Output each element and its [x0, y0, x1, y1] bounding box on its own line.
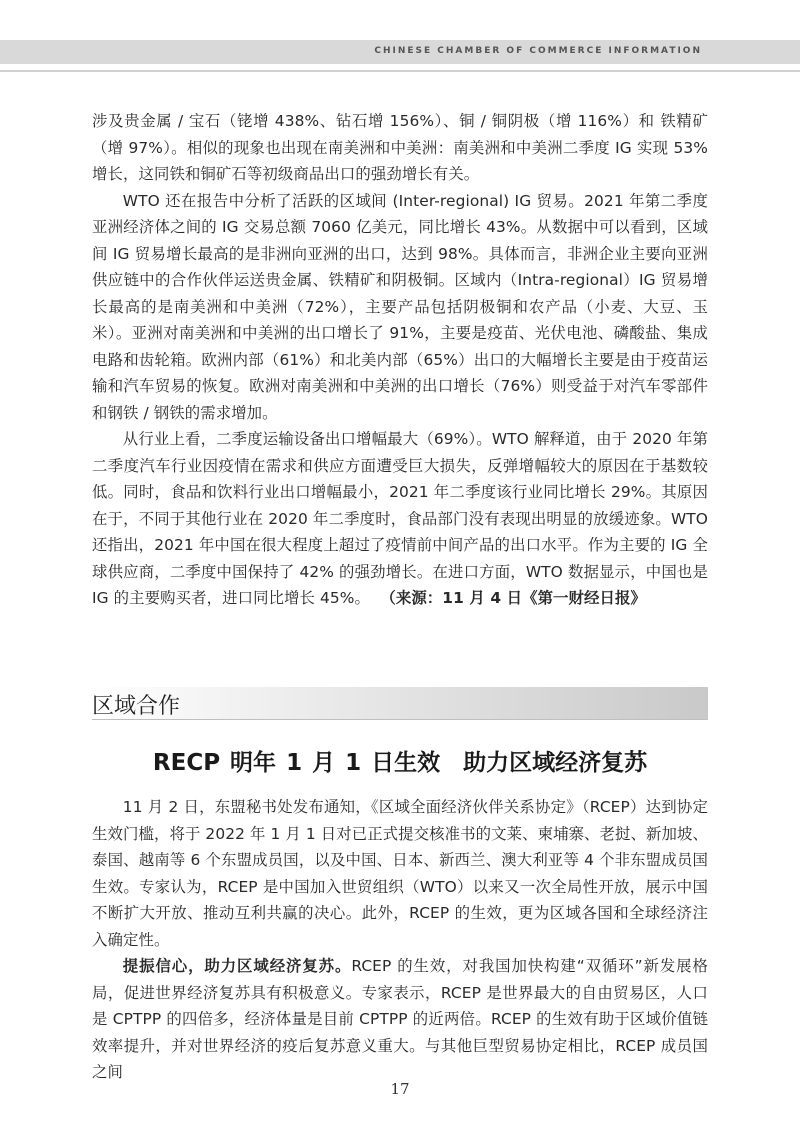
paragraph-2: WTO 还在报告中分析了活跃的区域间 (Inter-regional) IG 贸易。2021 年第二季度亚洲经济体之间的 IG 交易总额 7060 亿美元，同比增长 43%。从数据中可以看到，区域间 IG 贸易增长最高的是非洲向亚洲的出口，达到 98%。具体而言，非洲企业主要向亚洲供应链中的合作伙伴运送贵金属、铁精矿和阴极铜。区域内（Intra-regional）IG 贸易增长最高的是南美洲和中美洲（72%），主要产品包括阴极铜和农产品（小麦、大豆、玉米）。亚洲对南美洲和中美洲的出口增长了 91%，主要是疫苗、光伏电池、磷酸盐、集成电路和齿轮箱。欧洲内部（61%）和北美内部（65%）出口的大幅增长主要是由于疫苗运输和汽车贸易的恢复。欧洲对南美洲和中美洲的出口增长（76%）则受益于对汽车零部件和钢铁 / 钢铁的需求增加。	[92, 191, 708, 422]
paragraph-lead: 提振信心，助力区域经济复苏。	[122, 957, 352, 975]
article-paragraph-2	[92, 953, 708, 1086]
page-number: 17	[390, 1080, 410, 1098]
article-continuation	[92, 108, 708, 612]
article-title: RECP 明年 1 月 1 日生效 助力区域经济复苏	[152, 750, 648, 776]
paragraph-1: 涉及贵金属 / 宝石（铑增 438%、钻石增 156%）、铜 / 铜阴极（增 116%）和 铁精矿（增 97%）。相似的现象也出现在南美洲和中美洲：南美洲和中美洲二季度 IG 实现 53% 增长，这同铁和铜矿石等初级商品出口的强劲增长有关。	[92, 112, 708, 183]
article-paragraph-1: 11 月 2 日，东盟秘书处发布通知，《区域全面经济伙伴关系协定》（RCEP）达到协定生效门槛，将于 2022 年 1 月 1 日对已正式提交核准书的文莱、柬埔寨、老挝、新加坡、泰国、越南等 6 个东盟成员国，以及中国、日本、新西兰、澳大利亚等 4 个非东盟成员国生效。专家认为，RCEP 是中国加入世贸组织（WTO）以来又一次全局性开放，展示中国不断扩大开放、推动互利共赢的决心。此外，RCEP 的生效，更为区域各国和全球经济注入确定性。	[92, 798, 708, 949]
header-divider	[0, 70, 800, 72]
source-citation: （来源：11 月 4 日《第一财经日报》	[388, 589, 647, 607]
article-body	[92, 794, 708, 1086]
running-header: CHINESE CHAMBER OF COMMERCE INFORMATION	[374, 46, 702, 56]
section-title: 区域合作	[92, 694, 181, 719]
article-paragraph-2-text: RCEP 的生效，对我国加快构建“双循环”新发展格局，促进世界经济复苏具有积极意义。专家表示，RCEP 是世界最大的自由贸易区，人口是 CPTPP 的四倍多，经济体量是目前 CPTPP 的近两倍。RCEP 的生效有助于区域价值链效率提升，并对世界经济的疫后复苏意义重大。与其他巨型贸易协定相比，RCEP 成员国之间	[92, 957, 708, 1081]
paragraph-3-text: 从行业上看，二季度运输设备出口增幅最大（69%）。WTO 解释道，由于 2020 年第二季度汽车行业因疫情在需求和供应方面遭受巨大损失，反弹增幅较大的原因在于基数较低。同时，食品和饮料行业出口增幅最小，2021 年二季度该行业同比增长 29%。其原因在于，不同于其他行业在 2020 年二季度时，食品部门没有表现出明显的放缓迹象。WTO 还指出，2021 年中国在很大程度上超过了疫情前中间产品的出口水平。作为主要的 IG 全球供应商，二季度中国保持了 42% 的强劲增长。在进口方面，WTO 数据显示，中国也是 IG 的主要购买者，进口同比增长 45%。	[92, 430, 708, 607]
section-header-bar	[92, 687, 708, 720]
paragraph-3	[92, 426, 708, 612]
